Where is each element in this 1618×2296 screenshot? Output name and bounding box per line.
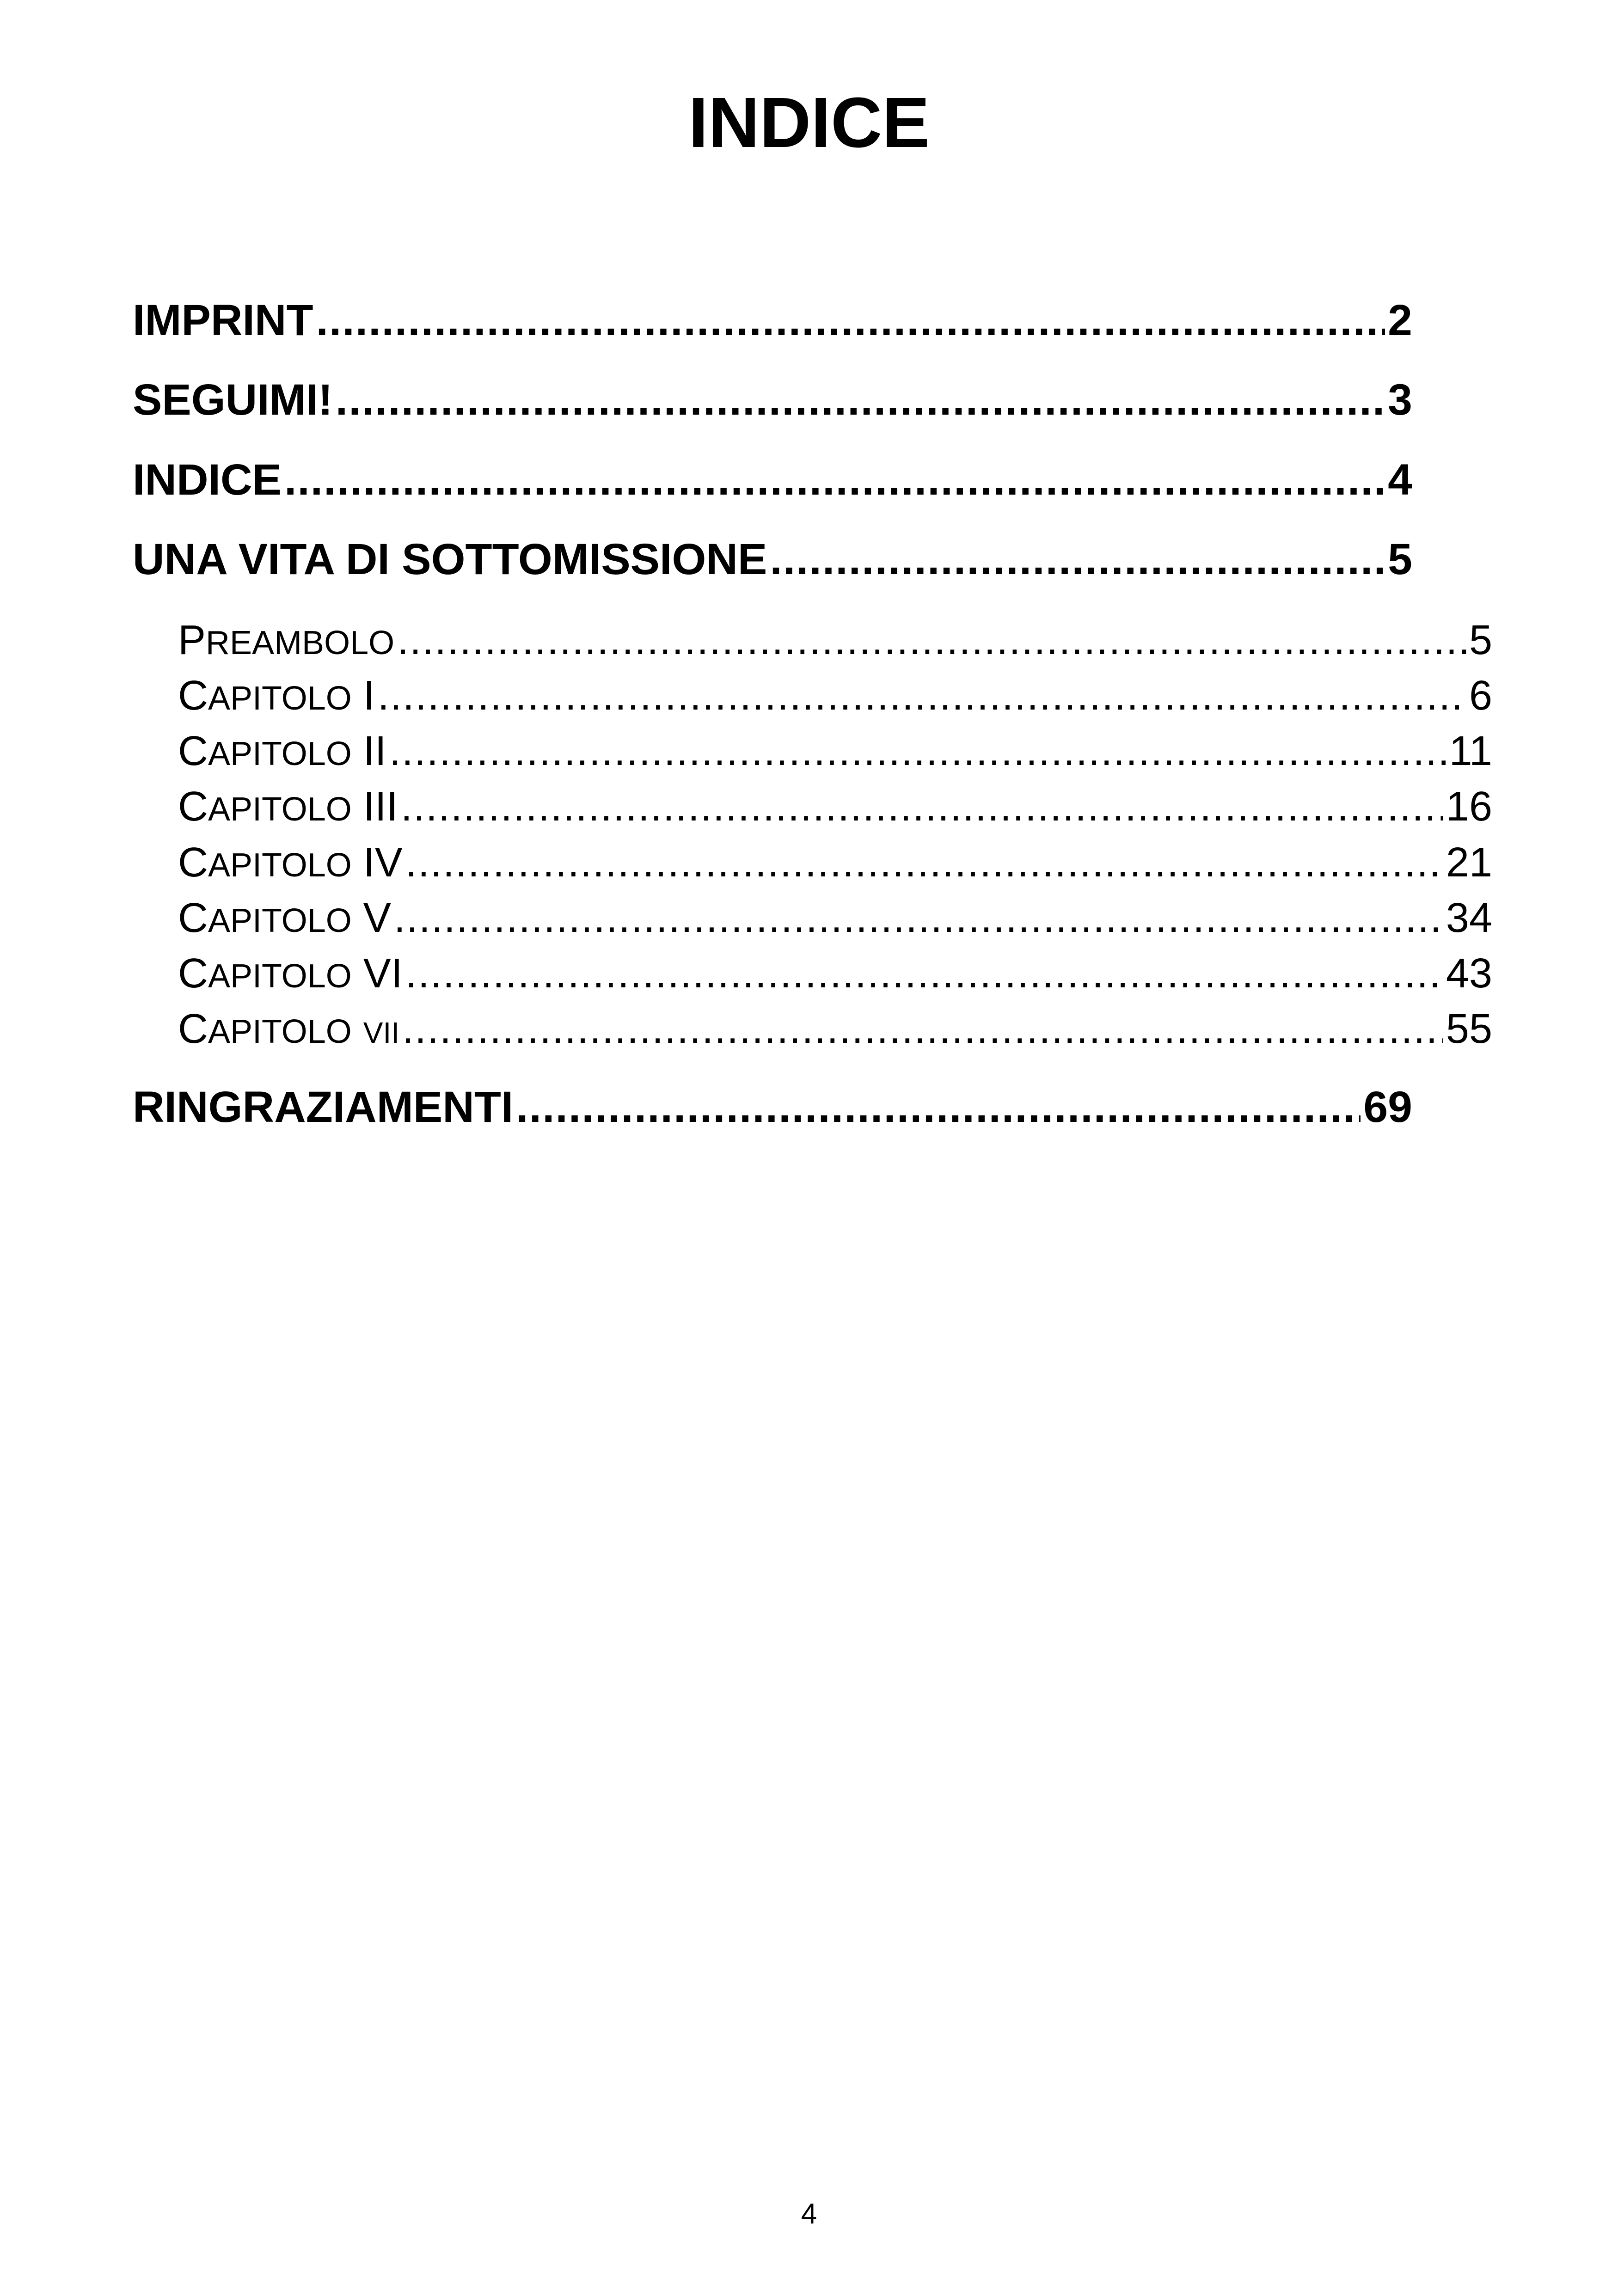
toc-entry-page-number: 3 [1388,375,1412,424]
toc-entry-page-number: 2 [1388,296,1412,345]
dot-leader [394,890,1443,946]
toc-entry-capitolo-iii[interactable] [178,779,1492,837]
dot-leader [405,946,1443,1001]
toc-entry-label: IMPRINT [133,296,313,345]
toc-entry-capitolo-iv[interactable] [178,835,1492,893]
dot-leader [770,532,1385,587]
label-rest: REAMBOLO [206,625,395,661]
label-rest: APITOLO [208,791,352,828]
dot-leader [405,835,1443,890]
toc-entry-label [178,1001,399,1060]
chapter-numeral: IV [363,839,403,886]
page-title: INDICE [688,83,930,162]
chapter-numeral: V [363,895,391,941]
toc-entry-page-number: 5 [1469,617,1492,663]
toc-entry-label: UNA VITA DI SOTTOMISSIONE [133,535,767,584]
toc-entry-page-number: 6 [1469,673,1492,719]
toc-entry-imprint[interactable] [133,293,1412,348]
toc-entry-capitolo-vi[interactable] [178,946,1492,1004]
dot-leader [378,668,1466,723]
dot-leader [397,612,1466,668]
toc-entry-label [178,723,386,782]
toc-entry-label [178,890,391,949]
label-rest: APITOLO [208,1013,352,1050]
toc-entry-page-number: 69 [1363,1083,1412,1132]
chapter-numeral: VII [363,1016,400,1049]
toc-entry-capitolo-v[interactable] [178,890,1492,949]
toc-entry-label [178,779,398,837]
dot-leader [336,372,1385,428]
label-rest: APITOLO [208,735,352,772]
toc-entry-preambolo[interactable] [178,612,1492,671]
dot-leader [389,723,1446,779]
toc-entry-label [178,668,375,726]
footer-page-number: 4 [801,2198,817,2230]
toc-entry-page-number: 5 [1388,535,1412,584]
label-rest: APITOLO [208,847,352,884]
toc-entry-label: SEGUIMI! [133,375,333,424]
toc-entry-page-number: 4 [1388,455,1412,504]
label-rest: APITOLO [208,902,352,939]
toc-entry-seguimi[interactable] [133,372,1412,428]
toc-entry-label [178,946,403,1004]
toc-entry-label [178,835,403,893]
label-rest: APITOLO [208,680,352,717]
toc-entry-capitolo-i[interactable] [178,668,1492,726]
label-initial: C [178,950,208,997]
chapter-numeral: I [363,673,375,719]
toc-entry-page-number: 43 [1446,950,1492,997]
dot-leader [402,1001,1443,1057]
toc-entry-capitolo-vii[interactable] [178,1001,1492,1060]
chapter-numeral: II [363,728,386,774]
label-initial: C [178,673,208,719]
chapter-numeral: III [363,784,398,830]
toc-entry-page-number: 34 [1446,895,1492,941]
toc-entry-indice[interactable] [133,452,1412,508]
toc-entry-page-number: 11 [1449,728,1492,774]
toc-entry-ringraziamenti[interactable] [133,1079,1412,1135]
label-initial: C [178,1006,208,1052]
label-initial: C [178,784,208,830]
toc-entry-label [178,612,394,671]
dot-leader [284,452,1385,508]
toc-entry-una-vita-di-sottomissione[interactable] [133,532,1412,587]
label-initial: C [178,728,208,774]
toc-entry-label: RINGRAZIAMENTI [133,1083,514,1132]
dot-leader [401,779,1443,834]
toc-entry-page-number: 16 [1446,784,1492,830]
label-rest: APITOLO [208,958,352,995]
toc-entry-page-number: 21 [1446,839,1492,886]
label-initial: P [178,617,206,663]
dot-leader [316,293,1385,348]
chapter-numeral: VI [363,950,403,997]
label-initial: C [178,895,208,941]
toc-entry-page-number: 55 [1446,1006,1492,1052]
label-initial: C [178,839,208,886]
toc-entry-capitolo-ii[interactable] [178,723,1492,782]
dot-leader [516,1079,1361,1135]
toc-entry-label: INDICE [133,455,282,504]
